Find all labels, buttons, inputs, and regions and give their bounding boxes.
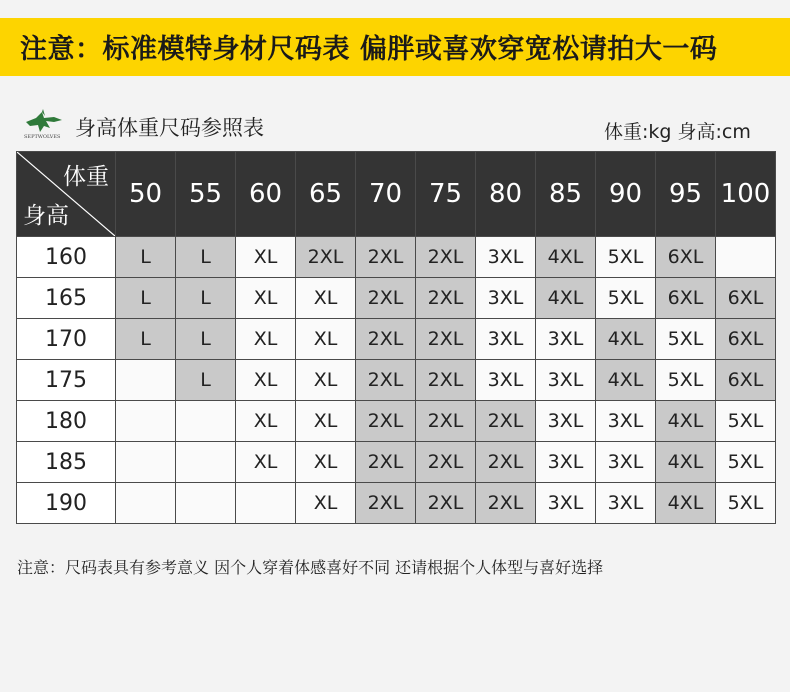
size-cell: 2XL bbox=[356, 442, 416, 483]
size-cell: XL bbox=[236, 237, 296, 278]
size-cell bbox=[116, 442, 176, 483]
size-cell: 2XL bbox=[356, 401, 416, 442]
size-cell bbox=[116, 483, 176, 524]
size-cell: 5XL bbox=[656, 360, 716, 401]
size-cell: 4XL bbox=[656, 401, 716, 442]
size-cell: 4XL bbox=[596, 360, 656, 401]
corner-header bbox=[17, 152, 116, 237]
size-cell: 3XL bbox=[596, 442, 656, 483]
size-cell: XL bbox=[236, 442, 296, 483]
weight-header-75: 75 bbox=[416, 152, 476, 237]
size-cell: L bbox=[176, 360, 236, 401]
size-cell: 2XL bbox=[476, 442, 536, 483]
size-cell bbox=[176, 442, 236, 483]
size-cell: 2XL bbox=[356, 483, 416, 524]
height-value: 170 bbox=[17, 319, 116, 360]
size-cell: 5XL bbox=[596, 278, 656, 319]
size-cell: L bbox=[176, 319, 236, 360]
size-cell: L bbox=[176, 237, 236, 278]
weight-axis-label: 体重 bbox=[63, 164, 109, 190]
size-cell: XL bbox=[236, 278, 296, 319]
size-cell: 2XL bbox=[416, 319, 476, 360]
size-cell: XL bbox=[296, 401, 356, 442]
size-cell: 4XL bbox=[656, 483, 716, 524]
size-cell: 6XL bbox=[716, 319, 776, 360]
size-cell: 2XL bbox=[476, 483, 536, 524]
size-cell: L bbox=[116, 237, 176, 278]
size-cell: 5XL bbox=[716, 442, 776, 483]
weight-header-100: 100 bbox=[716, 152, 776, 237]
weight-header-70: 70 bbox=[356, 152, 416, 237]
size-cell: XL bbox=[236, 360, 296, 401]
size-cell bbox=[116, 360, 176, 401]
size-cell: 3XL bbox=[476, 278, 536, 319]
size-cell bbox=[176, 483, 236, 524]
footnote: 注意：尺码表具有参考意义 因个人穿着体感喜好不同 还请根据个人体型与喜好选择 bbox=[17, 558, 604, 577]
units-label: 体重:kg 身高:cm bbox=[604, 121, 751, 143]
size-cell: 2XL bbox=[416, 483, 476, 524]
weight-header-55: 55 bbox=[176, 152, 236, 237]
size-cell: 6XL bbox=[656, 237, 716, 278]
size-cell: 5XL bbox=[716, 401, 776, 442]
weight-header-65: 65 bbox=[296, 152, 356, 237]
size-cell: 3XL bbox=[536, 483, 596, 524]
table-row bbox=[17, 442, 776, 483]
size-cell: 2XL bbox=[416, 278, 476, 319]
size-cell: XL bbox=[296, 360, 356, 401]
weight-header-90: 90 bbox=[596, 152, 656, 237]
height-value: 175 bbox=[17, 360, 116, 401]
size-cell: 2XL bbox=[416, 237, 476, 278]
size-cell: 4XL bbox=[656, 442, 716, 483]
size-cell: 2XL bbox=[476, 401, 536, 442]
size-cell: L bbox=[116, 319, 176, 360]
weight-header-60: 60 bbox=[236, 152, 296, 237]
size-cell: 4XL bbox=[596, 319, 656, 360]
weight-header-95: 95 bbox=[656, 152, 716, 237]
size-cell: 2XL bbox=[416, 360, 476, 401]
size-cell: XL bbox=[296, 442, 356, 483]
size-cell: 3XL bbox=[476, 360, 536, 401]
size-cell: 3XL bbox=[476, 319, 536, 360]
size-cell: 2XL bbox=[356, 237, 416, 278]
height-axis-label: 身高 bbox=[23, 203, 69, 229]
size-cell: 2XL bbox=[416, 401, 476, 442]
size-cell: 2XL bbox=[356, 360, 416, 401]
height-value: 160 bbox=[17, 237, 116, 278]
size-cell: 5XL bbox=[656, 319, 716, 360]
size-cell: 4XL bbox=[536, 237, 596, 278]
size-cell bbox=[716, 237, 776, 278]
size-cell: L bbox=[176, 278, 236, 319]
size-cell: XL bbox=[296, 483, 356, 524]
size-cell: 6XL bbox=[716, 360, 776, 401]
size-cell bbox=[116, 401, 176, 442]
size-cell: 2XL bbox=[296, 237, 356, 278]
weight-header-row bbox=[17, 152, 776, 237]
size-chart-table bbox=[16, 151, 776, 524]
weight-header-50: 50 bbox=[116, 152, 176, 237]
size-cell: 3XL bbox=[596, 483, 656, 524]
size-cell: 6XL bbox=[716, 278, 776, 319]
size-cell: 3XL bbox=[536, 401, 596, 442]
size-cell: 3XL bbox=[536, 442, 596, 483]
height-value: 190 bbox=[17, 483, 116, 524]
notice-banner bbox=[0, 18, 790, 76]
brand-text: SEPTWOLVES bbox=[24, 134, 61, 140]
size-cell: 5XL bbox=[596, 237, 656, 278]
table-row bbox=[17, 360, 776, 401]
table-row bbox=[17, 483, 776, 524]
height-value: 165 bbox=[17, 278, 116, 319]
size-cell: XL bbox=[296, 278, 356, 319]
size-cell: 3XL bbox=[536, 319, 596, 360]
size-cell: 3XL bbox=[596, 401, 656, 442]
table-row bbox=[17, 237, 776, 278]
size-cell: 5XL bbox=[716, 483, 776, 524]
size-cell: 3XL bbox=[476, 237, 536, 278]
size-cell: 6XL bbox=[656, 278, 716, 319]
size-cell: 2XL bbox=[356, 278, 416, 319]
height-value: 185 bbox=[17, 442, 116, 483]
size-cell: 3XL bbox=[536, 360, 596, 401]
weight-header-80: 80 bbox=[476, 152, 536, 237]
notice-banner-text: 注意：标准模特身材尺码表 偏胖或喜欢穿宽松请拍大一码 bbox=[20, 34, 718, 65]
size-cell: XL bbox=[236, 319, 296, 360]
size-cell: L bbox=[116, 278, 176, 319]
table-row bbox=[17, 319, 776, 360]
size-cell: 2XL bbox=[416, 442, 476, 483]
size-cell: 4XL bbox=[536, 278, 596, 319]
table-title: 身高体重尺码参照表 bbox=[75, 116, 264, 140]
weight-header-85: 85 bbox=[536, 152, 596, 237]
size-cell: XL bbox=[296, 319, 356, 360]
size-cell: 2XL bbox=[356, 319, 416, 360]
table-row bbox=[17, 401, 776, 442]
height-value: 180 bbox=[17, 401, 116, 442]
size-cell bbox=[176, 401, 236, 442]
size-cell: XL bbox=[236, 401, 296, 442]
table-row bbox=[17, 278, 776, 319]
size-cell bbox=[236, 483, 296, 524]
